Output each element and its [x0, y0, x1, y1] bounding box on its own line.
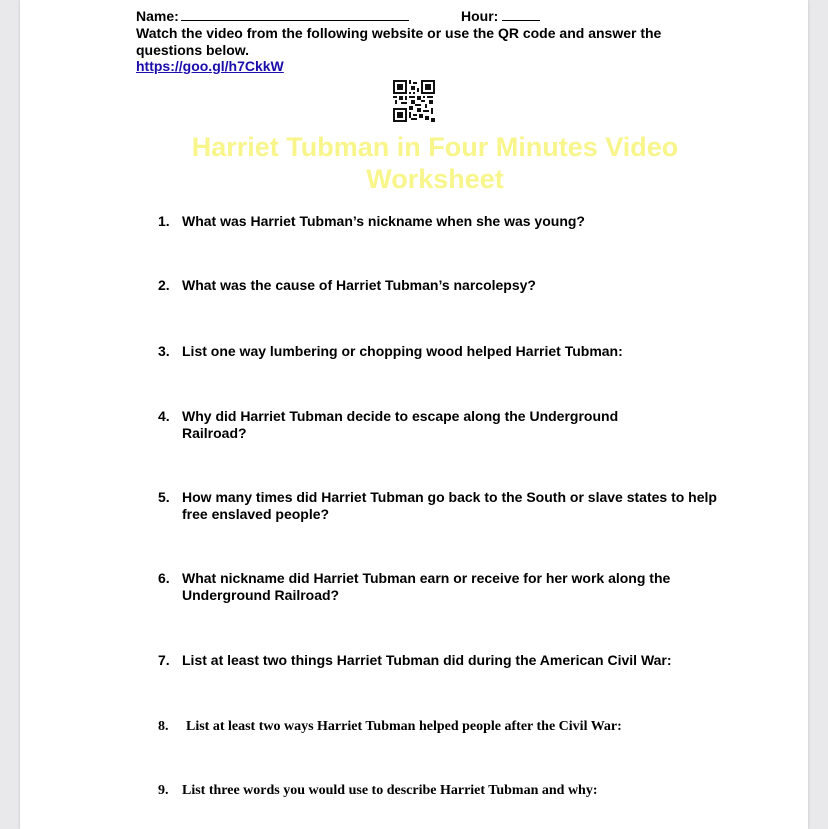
question-number: 7.: [158, 652, 170, 668]
question-text: List at least two ways Harriet Tubman helped people after the Civil War:: [186, 719, 622, 734]
question-number: 6.: [158, 570, 170, 586]
question-number: 9.: [158, 783, 169, 798]
instructions: Watch the video from the following website or use the QR code and answer the questions below.: [136, 25, 662, 58]
name-field: [136, 8, 409, 24]
question-number: 5.: [158, 489, 170, 505]
video-link[interactable]: https://goo.gl/h7CkkW: [136, 58, 284, 74]
question-number: 3.: [158, 343, 170, 359]
qr-code-icon: [393, 80, 435, 122]
question-text: List three words you would use to describe Harriet Tubman and why:: [182, 783, 598, 798]
name-label: Name:: [136, 8, 179, 24]
hour-blank-line: [502, 8, 540, 21]
question-2: [158, 277, 718, 294]
question-text: List at least two things Harriet Tubman did during the American Civil War:: [182, 652, 672, 668]
name-blank-line: [181, 8, 409, 21]
hour-label: Hour:: [461, 8, 499, 24]
question-text: Why did Harriet Tubman decide to escape along the Underground Railroad?: [182, 408, 619, 441]
question-3: [158, 343, 718, 360]
question-text: What was the cause of Harriet Tubman’s narcolepsy?: [182, 277, 536, 293]
question-text: How many times did Harriet Tubman go back to the South or slave states to help free enslaved people?: [182, 489, 717, 522]
hour-field: [461, 8, 540, 24]
question-text: What nickname did Harriet Tubman earn or receive for her work along the Underground Railroad?: [182, 570, 671, 603]
question-6: [158, 570, 703, 604]
question-8: [158, 718, 718, 735]
question-text: List one way lumbering or chopping wood helped Harriet Tubman:: [182, 343, 623, 359]
worksheet-title: Harriet Tubman in Four Minutes Video Worksheet: [191, 132, 679, 194]
question-1: [158, 213, 718, 230]
question-9: [158, 782, 718, 799]
question-7: [158, 652, 718, 669]
question-number: 2.: [158, 277, 170, 293]
question-4: [158, 408, 658, 442]
question-5: [158, 489, 718, 523]
question-text: What was Harriet Tubman’s nickname when she was young?: [182, 213, 585, 229]
question-number: 1.: [158, 213, 170, 229]
worksheet-page: [20, 0, 808, 829]
question-number: 8.: [158, 719, 169, 734]
question-number: 4.: [158, 408, 170, 424]
